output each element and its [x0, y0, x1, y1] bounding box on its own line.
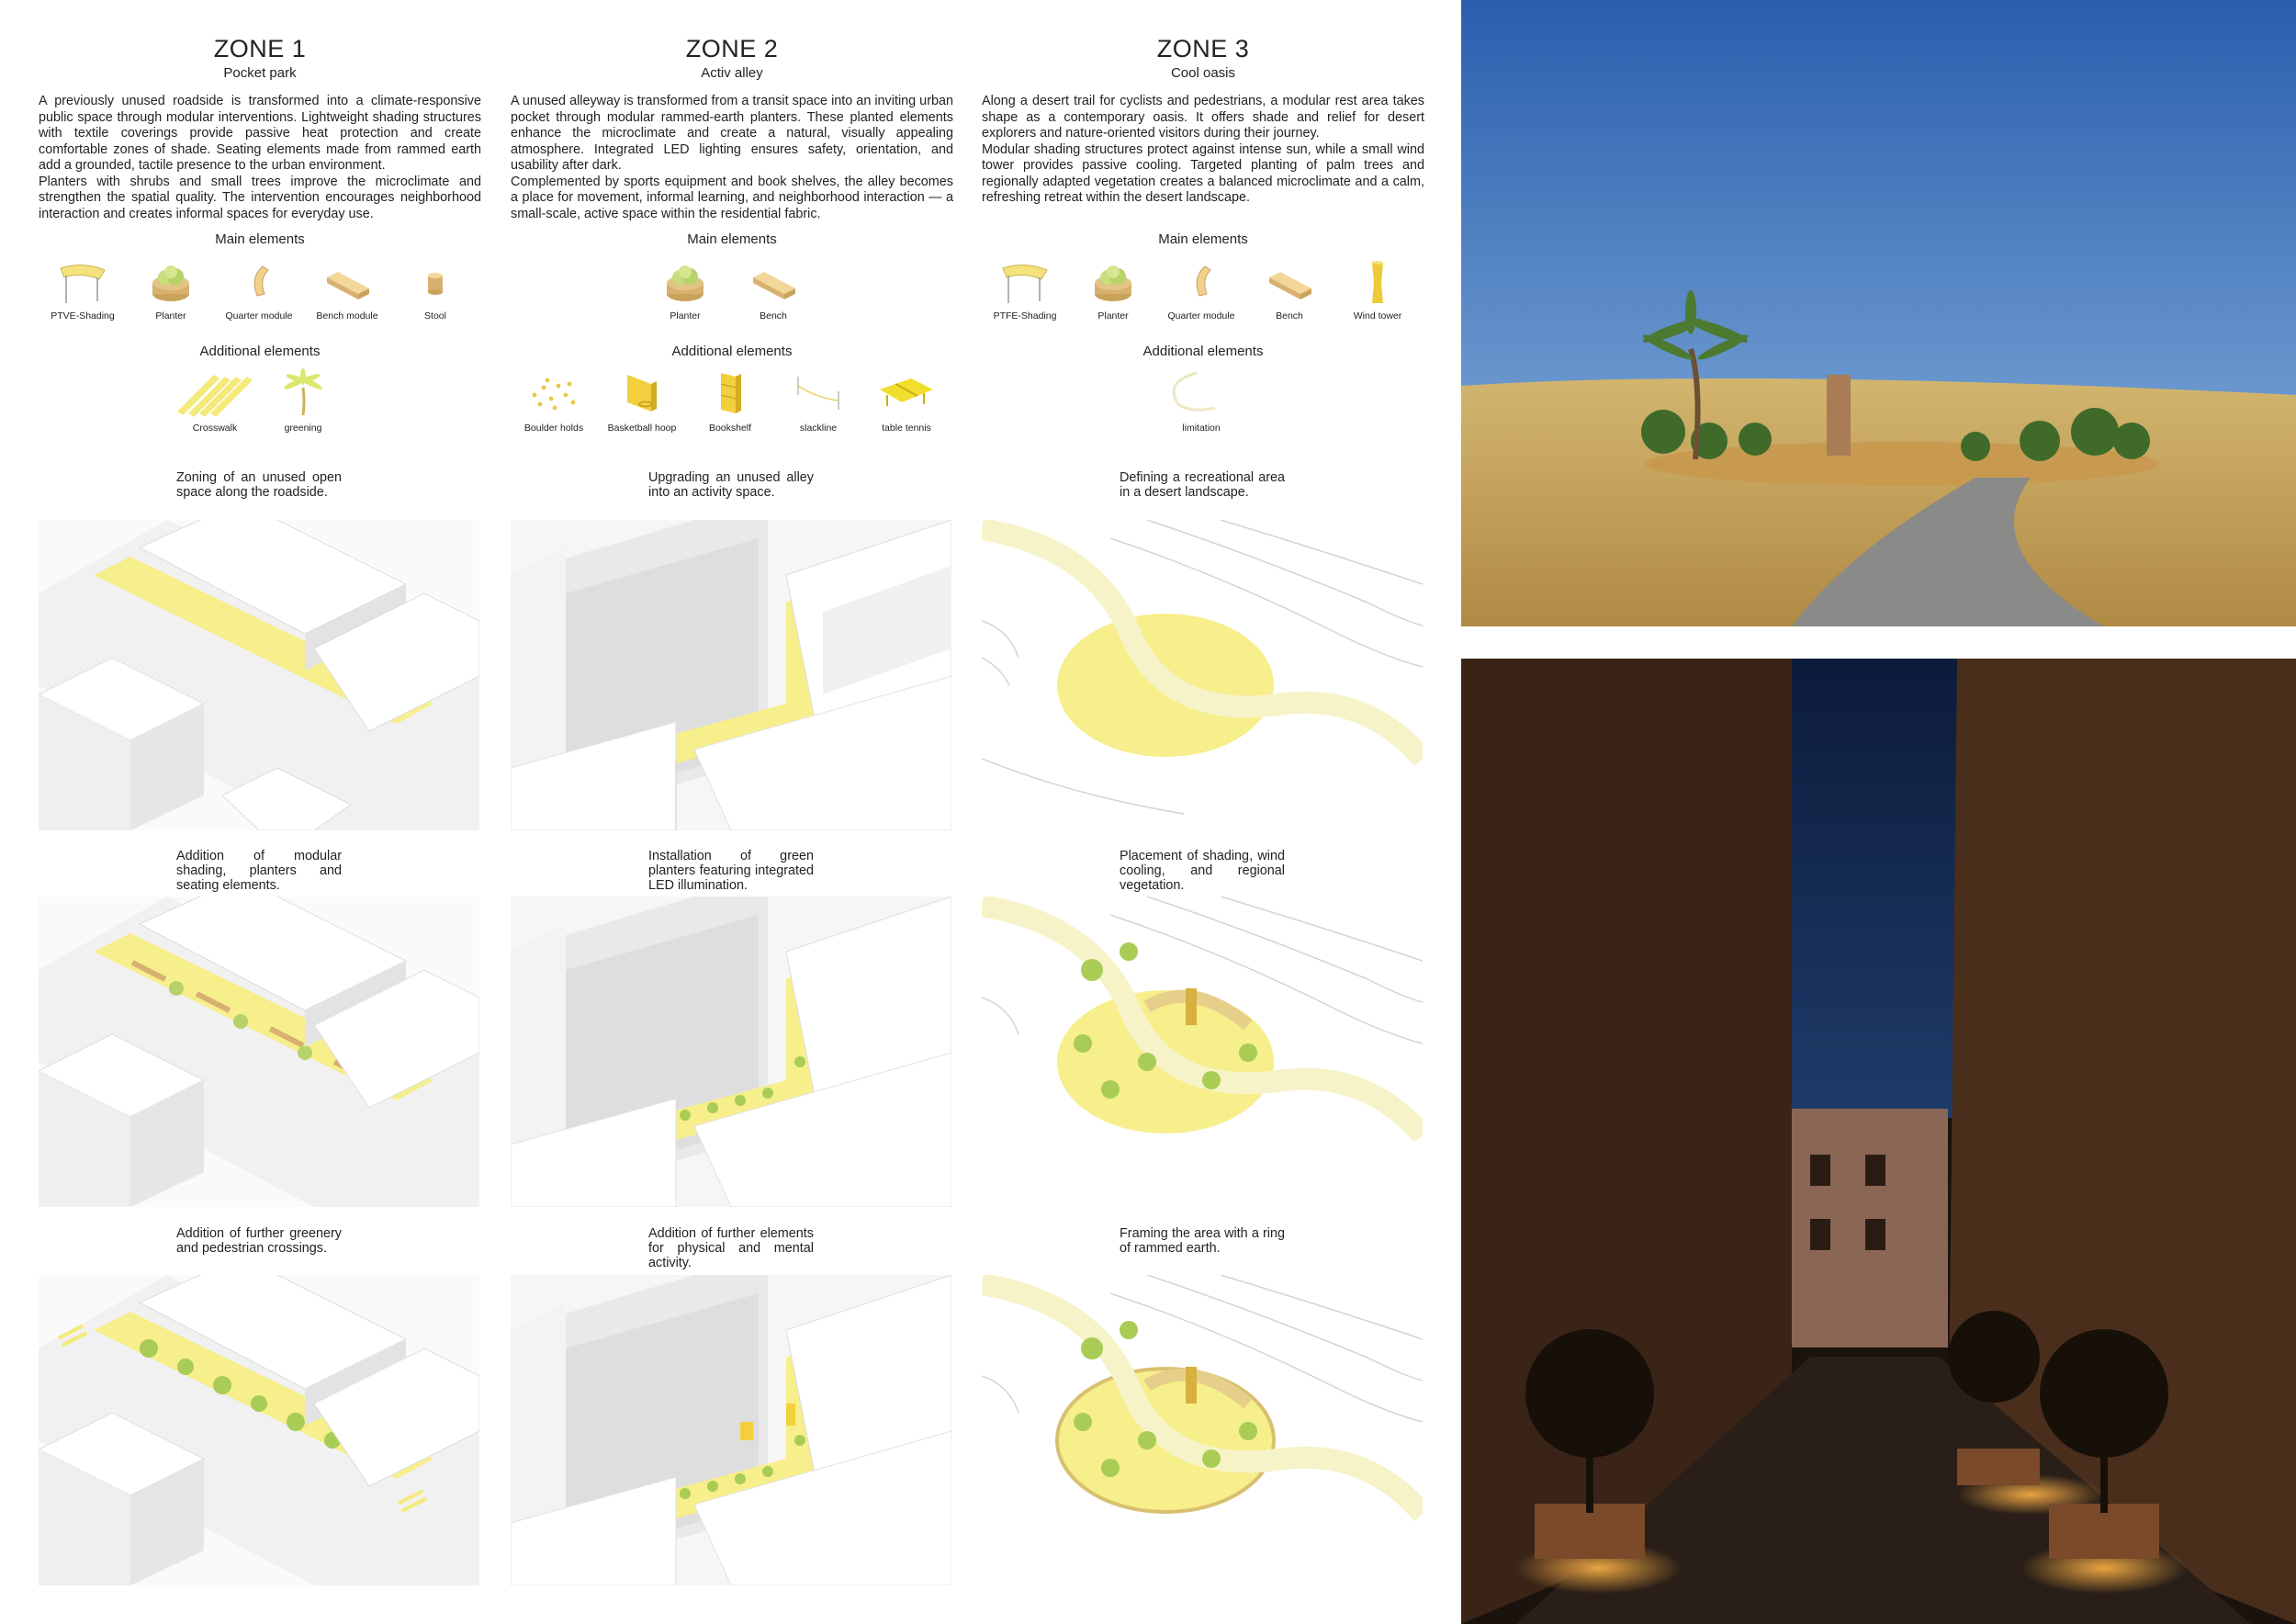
ptfe-shading-icon	[55, 259, 110, 307]
zone-2-additional-elements-title: Additional elements	[671, 344, 793, 359]
crosswalk-icon	[174, 367, 256, 419]
zone-1-element-quarter-module: Quarter module	[208, 259, 310, 321]
zone-3-title: ZONE 3	[1156, 35, 1250, 62]
zone-3-element-bench: Bench	[1239, 259, 1340, 321]
zone-1-additional-crosswalk: Crosswalk	[164, 367, 265, 434]
zone-2-element-planter: Planter	[635, 259, 736, 321]
zone-2-description	[511, 94, 953, 222]
zone-2-additional-bookshelf: Bookshelf	[680, 367, 781, 434]
zone-2-subtitle: Activ alley	[701, 65, 763, 81]
zone-2-additional-basketball-hoop: Basketball hoop	[591, 367, 692, 434]
zone-3-paragraph-1: Along a desert trail for cyclists and pedestrians, a modular rest area takes shape as a contemporary oasis. It offers shade and relief for desert explorers and nature-oriented visitors during their journey.	[982, 94, 1424, 141]
planter-icon	[143, 259, 198, 307]
zone-3-element-shading: PTFE-Shading	[974, 259, 1075, 321]
zone-1-diagram-step-2	[39, 897, 479, 1207]
zone-1-element-bench-module: Bench module	[297, 259, 398, 321]
table-tennis-icon	[874, 367, 939, 419]
zone-3-additional-limitation: limitation	[1151, 367, 1252, 434]
zone-2-diagram-step-2	[511, 897, 951, 1207]
zone-2-additional-table-tennis: table tennis	[856, 367, 957, 434]
zone-1-paragraph-1: A previously unused roadside is transformed into a climate-responsive public space through modular interventions. Lightweight shading structures with textile coverings provide passive heat protection and create comfortable zones of shade. Seating elements made from rammed earth add a grounded, tactile presence to the urban environment.	[39, 94, 481, 173]
zone-1-element-shading: PTVE-Shading	[32, 259, 133, 321]
zone-2-step-3-caption: Addition of further elements for physical and mental activity.	[648, 1226, 814, 1270]
quarter-module-icon	[231, 259, 287, 307]
stool-icon	[408, 259, 463, 307]
zone-1-description	[39, 94, 481, 222]
zone-1-step-3-caption: Addition of further greenery and pedestrian crossings.	[176, 1226, 342, 1256]
zone-2-additional-boulder-holds: Boulder holds	[503, 367, 604, 434]
ptfe-shading-icon	[997, 259, 1052, 307]
zone-2-additional-slackline: slackline	[768, 367, 869, 434]
zone-2-diagram-step-1	[511, 520, 951, 830]
zone-2-diagram-step-3	[511, 1275, 951, 1585]
zone-1-main-elements-title: Main elements	[215, 231, 305, 247]
zone-3-column	[982, 33, 1424, 207]
desert-oasis-render	[1461, 0, 2296, 626]
planter-icon	[1086, 259, 1141, 307]
zone-3-step-3-caption: Framing the area with a ring of rammed earth.	[1120, 1226, 1285, 1256]
zone-1-paragraph-2: Planters with shrubs and small trees improve the microclimate and strengthen the spatial quality. The intervention encourages neighborhood interaction and creates informal spaces for everyday use.	[39, 174, 481, 221]
zone-2-element-bench: Bench	[723, 259, 824, 321]
zone-3-subtitle: Cool oasis	[1170, 65, 1236, 81]
zone-1-element-stool: Stool	[385, 259, 486, 321]
zone-1-diagram-step-1	[39, 520, 479, 830]
zone-1-additional-greening: greening	[253, 367, 354, 434]
zone-3-element-quarter-module: Quarter module	[1151, 259, 1252, 321]
zone-3-diagram-step-2	[982, 897, 1423, 1207]
zone-2-column	[511, 33, 953, 222]
zone-3-diagram-step-3	[982, 1275, 1423, 1585]
zone-3-diagram-step-1	[982, 520, 1423, 830]
zone-1-title: ZONE 1	[213, 35, 307, 62]
night-alley-render	[1461, 659, 2296, 1624]
zone-1-element-planter: Planter	[120, 259, 221, 321]
zone-3-step-1-caption: Defining a recreational area in a desert landscape.	[1120, 470, 1285, 500]
zone-2-paragraph-1: A unused alleyway is transformed from a transit space into an inviting urban pocket through modular rammed-earth planters. These planted elements enhance the microclimate and create a natural, visually appealing atmosphere. Integrated LED lighting ensures safety, orientation, and usability after dark.	[511, 94, 953, 173]
zone-1-diagram-step-3	[39, 1275, 479, 1585]
zone-3-element-planter: Planter	[1063, 259, 1164, 321]
zone-2-title: ZONE 2	[685, 35, 779, 62]
zone-3-description	[982, 94, 1424, 207]
zone-3-step-2-caption: Placement of shading, wind cooling, and regional vegetation.	[1120, 849, 1285, 893]
wind-tower-icon	[1350, 259, 1405, 307]
quarter-module-icon	[1174, 259, 1229, 307]
zone-3-element-wind-tower: Wind tower	[1327, 259, 1428, 321]
zone-3-main-elements-title: Main elements	[1158, 231, 1248, 247]
zone-1-additional-elements-title: Additional elements	[199, 344, 321, 359]
palm-tree-icon	[276, 367, 331, 419]
slackline-icon	[791, 367, 846, 419]
bench-icon	[1262, 259, 1317, 307]
bench-module-icon	[320, 259, 375, 307]
zone-1-step-2-caption: Addition of modular shading, planters and seating elements.	[176, 849, 342, 893]
limitation-ring-icon	[1160, 367, 1243, 419]
bookshelf-icon	[703, 367, 758, 419]
zone-3-paragraph-2: Modular shading structures protect against intense sun, while a small wind tower provides passive cooling. Targeted planting of palm trees and regionally adapted vegetation creates a balanced microclimate and a calm, refreshing retreat within the desert landscape.	[982, 141, 1424, 205]
zone-3-additional-elements-title: Additional elements	[1142, 344, 1264, 359]
zone-2-step-1-caption: Upgrading an unused alley into an activity space.	[648, 470, 814, 500]
bench-icon	[746, 259, 801, 307]
boulder-holds-icon	[522, 367, 586, 419]
zone-2-paragraph-2: Complemented by sports equipment and book shelves, the alley becomes a place for movement, informal learning, and neighborhood interaction — a small-scale, active space within the residential fabric.	[511, 174, 953, 221]
zone-2-main-elements-title: Main elements	[687, 231, 777, 247]
zone-1-step-1-caption: Zoning of an unused open space along the roadside.	[176, 470, 342, 500]
zone-1-column	[39, 33, 481, 222]
zone-2-step-2-caption: Installation of green planters featuring integrated LED illumination.	[648, 849, 814, 893]
zone-1-subtitle: Pocket park	[223, 65, 297, 81]
planter-icon	[658, 259, 713, 307]
basketball-hoop-icon	[614, 367, 670, 419]
